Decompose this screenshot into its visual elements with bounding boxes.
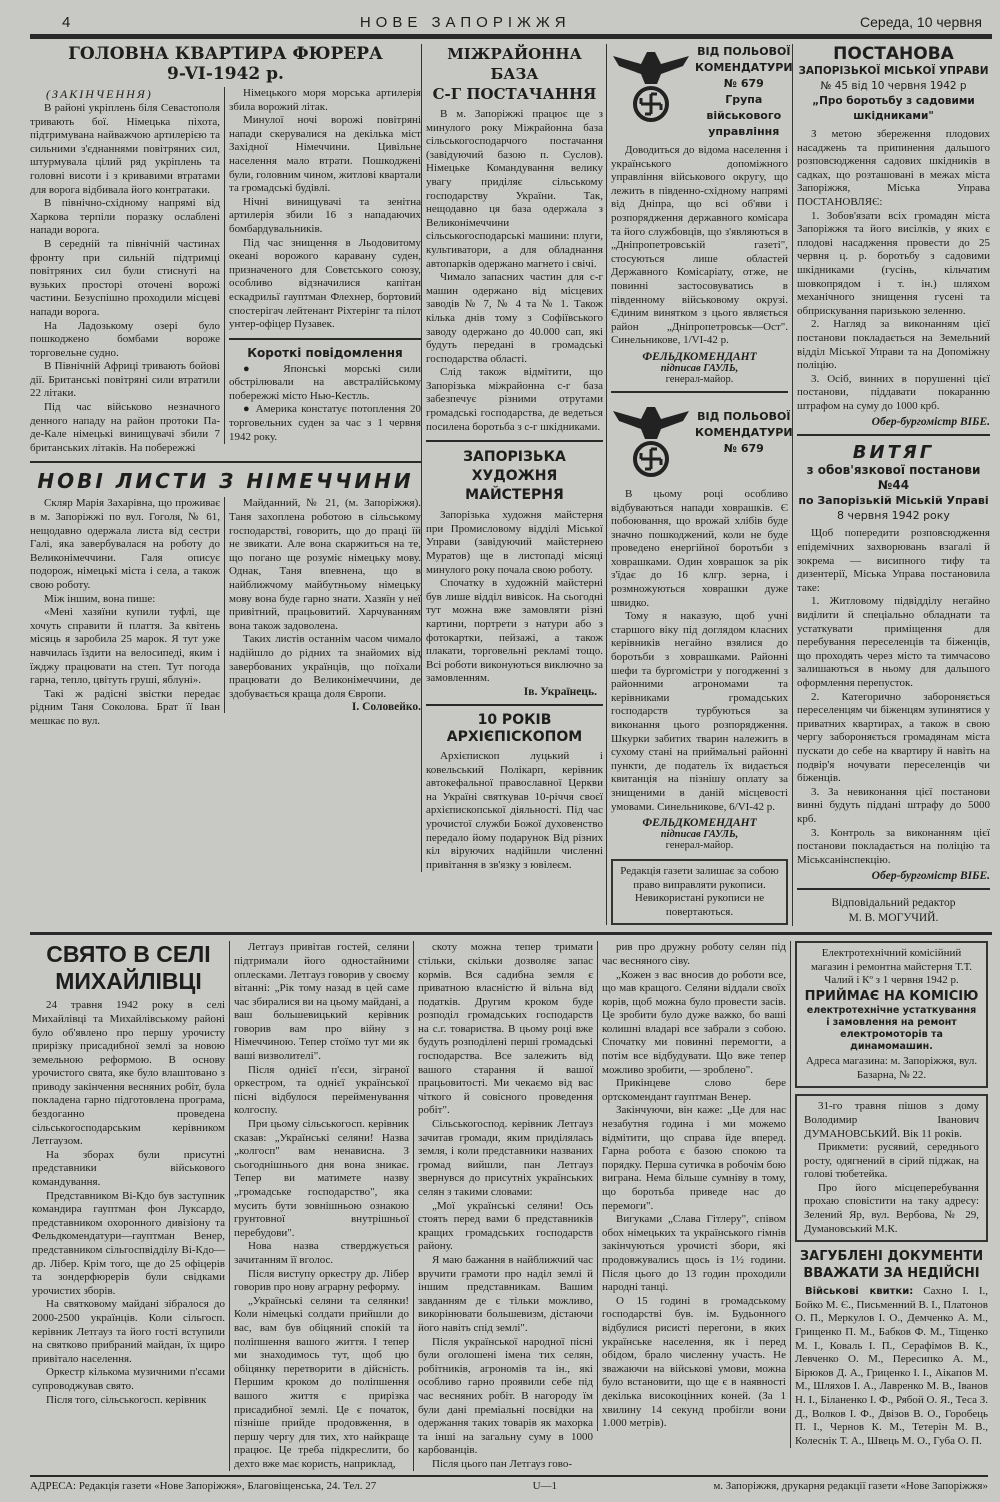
ad-text: електротехнічне устаткування і замовлення на ремонт електромоторів та динамомашин. <box>806 1005 977 1053</box>
article-title <box>426 44 603 104</box>
editor-role: Відповідальний редактор <box>831 897 956 910</box>
headline: ГОЛОВНА КВАРТИРА ФЮРЕРА <box>68 44 383 64</box>
paragraph: 1. Житловому підвідділу негайно виділити й спеціально обладнати та устаткувати приміщення для перебування переселенців та біженців, що проходять через місто та тимчасово залишаються в ньому для дальшого оформлення перепусток. <box>797 595 990 689</box>
article-column <box>413 941 597 1471</box>
article-body <box>426 108 603 434</box>
number: № 679 <box>723 441 764 455</box>
newspaper-title: НОВЕ ЗАПОРІЖЖЯ <box>359 14 571 31</box>
paragraph: Оркестр кількома музичними п'єсами супроводжував свято. <box>32 1366 225 1392</box>
headline: ВВАЖАТИ ЗА НЕДІЙСНІ <box>803 1266 980 1282</box>
article-column <box>229 87 421 332</box>
signature-rank: генерал-майор. <box>665 840 734 852</box>
paragraph: Спочатку в художній майстерні був лише відділ вивісок. На сьогодні тут можна вже замовляти різні картини, портрети з натури або з фотокартки, пейзажі, а також плакати, торговельні рекламі тощо. Всі роботи виконуються виключно за замовленням. <box>426 577 603 685</box>
two-column-area <box>30 87 421 455</box>
paragraph: Німецького моря морська артилерія збила ворожий літак. <box>229 87 421 113</box>
article-title <box>32 941 225 995</box>
divider <box>797 888 990 890</box>
ad-headline: ПРИЙМАЄ НА КОМІСІЮ <box>804 988 979 1004</box>
paragraph: Вигуками „Слава Гітлеру", співом обох німецьких та українського гімнів закінчуються урочисті збори, які продовжувались щось із 1½ години. Після цього до 13 годин проходили народні танці. <box>602 1213 786 1294</box>
short-news-title: Короткі повідомлення <box>247 345 403 360</box>
article-body <box>426 509 603 686</box>
top-section <box>30 44 992 926</box>
print-code: U—1 <box>532 1480 558 1493</box>
resolution-subheading <box>797 64 990 124</box>
paragraph: Представником Ві-Кдо був заступник командира гауптман фон Луксардо, представником охоронного дивізіону та Фельдкомендатури—гауптман Венер, представником сільгоспвідділу Ві-Кдо—др. Лібер. Крім того, ще до 25 офіцерів та зондерфюрерів були свідками урочистих зборів. <box>32 1189 225 1297</box>
notice-header <box>611 399 793 484</box>
notice-body <box>611 488 788 814</box>
divider <box>30 461 421 463</box>
article-column <box>30 497 224 728</box>
paragraph: „Українські селяни та селянки! Коли німецькі солдати прийшли до вас, вам був обіцяний спокій та поліпшення вашого життя. І тепер ми знаходимось тут, щоб цю обіцянку перетворити в дійсність. Першим кроком до поліпшення вашого життя є прирізка присадибної землі. Це є початок, пізніше прийде продовження, в першу чергу для тих, хто найкраще працює. Це треба підкреслити, бо дехто вже має користь, наприклад, <box>234 1294 409 1470</box>
paragraph: ● Америка констатує потоплення 20 торговельних суден за час з 1 червня 1942 року. <box>229 403 421 443</box>
resolution-subject: „Про боротьбу з садовими шкідниками" <box>812 95 975 122</box>
paragraph: 2. Категорично забороняється переселенцям чи біженцям зупинятися у приватних квартирах, а також в свою чергу забороняється громадянам міста пускати до себе на квартиру й навіть на подвір'я ночувати переселенців чи біженців. <box>797 690 990 785</box>
paragraph: Слід також відмітити, що Запорізька міжрайонна с-г база забезпечує різними отрутами громадські господарства, де ведеться посилена боротьба з с-г шкідниками. <box>426 366 603 433</box>
paragraph: Після однієї п'єси, зіграної оркестром, та однієї української пісні відбулося перейменування колгоспу. <box>234 1063 409 1117</box>
article-column <box>30 102 220 455</box>
paragraph: Архієпископ луцький і ковельський Полікарп, керівник автокефальної православної Церкви на Україні святкував 10-річчя своєї архієпископської діяльності. Під час урочистої служби Божої духовенство передало йому подарунок Від різних кіл віруючих надійшли численні привітання в зв'язку з ювілеєм. <box>426 749 603 871</box>
subheading: з обов'язкової постанови №44 <box>806 463 981 493</box>
ad-address: Адреса магазина: м. Запоріжжя, вул. Базарна, № 22. <box>805 1055 978 1081</box>
paragraph: В середній та північній частинах фронту при сильній підтримці повітряних сил були стиснуті на вузьких просторі оточені ворожі частини. Безуспішно проходили місцеві напади ворога. <box>30 237 220 318</box>
paragraph: Таких листів останнім часом чимало надійшло до рідних та знайомих від завербованих українців, що поїхали працювати до Великонімеччини, де здобувається краща доля Європи. <box>229 633 421 700</box>
column-5 <box>792 44 992 926</box>
signature: Обер-бургомістр ВІБЕ. <box>871 870 990 883</box>
paragraph: 2. Нагляд за виконанням цієї постанови покладається на Земельний відділ Міської Управи та на Допоміжну поліцію. <box>797 318 990 372</box>
left-block <box>30 44 421 729</box>
article-title <box>30 44 421 84</box>
paragraph: „Кожен з вас вносив до роботи все, що мав кращого. Селяни віддали своїх корів, щоб можна було провести засів. Це зробити було дуже важко, бо ваші колишні владарі все забрали з собою. Спочатку ми повинні перемогти, а потім все відбудувати. Що вже тепер можливо зробити, — зроблено". <box>602 968 786 1076</box>
article-column <box>229 941 413 1471</box>
paragraph: ● Японські морські сили обстрілювали на австралійському побережжі місто Нью-Кестль. <box>229 362 421 402</box>
divider <box>229 338 421 340</box>
article-body <box>426 750 603 872</box>
paragraph: «Мені хазяїни купили туфлі, ще хочуть справити й плаття. За квітень місяць я заробила 25 марок. Я тут уже навчилась їздити на велосипеді, яким і їжджу працювати на степ. Тут погода гарна, тепло, цвітуть груші, яблуні». <box>30 606 220 687</box>
extract-date: 8 червня 1942 року <box>837 509 950 523</box>
paragraph: 31-го травня пішов з дому Володимир Іванович ДУМАНОВСЬКИЙ. Вік 11 років. <box>804 1100 979 1140</box>
paragraph: В м. Запоріжжі працює ще з минулого року Міжрайонна база сільськогосподарчого постачання (завідуючий базою п. Суслов). Німецьке Командування велику увагу приділяє сільському господарству України. Так, нещодавно ця база одержала з Великонімеччини сільськогосподарські машини: плуги, культиватори, а для обладнання автопарків одержано магнето і свічі. <box>426 108 603 270</box>
paragraph: В цьому році особливо відбуваються напади ховрашків. Є побоювання, що врожай хлібів буде значно пошкоджений, коли не буде проведено енергійної боротьби з ховрашками. Один ховрашок за рік з'їдає до 16 клгр. зерна, і розмножуються ховрашки дуже швидко. <box>611 487 788 609</box>
signature-name: підписав ГАУЛЬ, <box>660 829 739 841</box>
headline: ЗАГУБЛЕНІ ДОКУМЕНТИ <box>799 1249 984 1265</box>
paragraph: Прикінцеве слово бере ортскомендант гауптман Венер. <box>602 1077 786 1103</box>
signature <box>611 817 788 851</box>
paragraph: Скляр Марія Захарівна, що проживає в м. Запоріжжі по вул. Гоголя, № 61, нещодавно одержала листа від сестри Галі, яка завербувалася на роботу до Великонімеччини. Галя описує подорож, німецькі міста і села, а також свою роботу. <box>30 497 220 591</box>
paragraph: В районі укріплень біля Севастополя тривають бої. Німецька піхота, підтримувана найважчою артилерією та сильними з'єднаннями повітряних сил, штурмувала цілий ряд укріплень та головні висоти і з кривавими втратами для ворога відбивала його контратаки. <box>30 102 220 196</box>
paragraph: Нічні винищувачі та зенітна артилерія збили 16 з нападаючих бомбардувальників. <box>229 195 421 235</box>
paragraph: Нова назва стверджується зачитанням її вголос. <box>234 1240 409 1266</box>
editorial-note: Редакція газети залишає за собою право виправляти рукописи. Невикористані рукописи не повертаються. <box>611 859 788 925</box>
notice-heading <box>695 44 793 140</box>
notice-header <box>611 44 793 140</box>
paragraph: Щоб попередити розповсюдження епідемічних захворювань взагалі й зокрема — висипного тифу та дизентерії, Міська Управа постановила таке: <box>797 527 990 594</box>
paragraph: Чимало запасних частин для с-г машин одержано від місцевих заводів № 7, № 4 та № 1. Також кілька днів тому з Софіївського заводу одержано до 40.000 сап, які будуть передані в громадські господарства області. <box>426 271 603 365</box>
paragraph: 24 травня 1942 року в селі Михайлівці та Михайлівському районі було об'явлено про першу урочисту прирізку присадибної землі за новою земельною реформою. В основу урочистого свята, яке було влаштовано з приводу закінчення весняних робіт, була покладена гарно підготовлена програма, бездоганно проведена сільськогосподарським керівником Летгаузом. <box>32 999 225 1148</box>
paragraph: Я маю бажання в найближчий час вручити грамоти про наділ землі й іншим представникам. Вашим завданням де є тільки можливо, викорінювати большевизм, дістаючи його навіть спід землі". <box>418 1253 593 1334</box>
paragraph: Запорізька художня майстерня при Промисловому відділі Міської Управи (завідуючий майстернею Муратов) ще в листопаді місяці минулого року почала свою роботу. <box>426 509 603 576</box>
paragraph: При цьому сільськогосп. керівник сказав: „Українські селяни! Назва „колгосп" вам ненависна. З сьогоднішнього дня вона зникає. Тепер ви матимете назву „громадське господарство", яка мусить бути зовнішньою ознакою грунтовної внутрішньої перебудови". <box>234 1118 409 1239</box>
signature-name: підписав ГАУЛЬ, <box>660 362 739 374</box>
issuer: ЗАПОРІЗЬКОЇ МІСЬКОЇ УПРАВИ <box>798 65 989 77</box>
paragraph: Тому я наказую, щоб учні старшого віку під доглядом класних керівників негайно взялися до боротьби з ховрашками. Районні шефи та бургомістри у погодженні з районними агрономами та керівниками громадських господарств турбуються за виконання цього розпорядження. Шкурки забитих тварин належить в сухому стані на приймальні районні пункти, де податель їх видається квитанція на пізнішу оплату за знищеними в даній місцевості умовами. Синельникове, 6/VI-42 р. <box>611 610 788 813</box>
editor-credit <box>797 896 990 926</box>
paragraph: Після цього пан Летгауз гово- <box>432 1457 573 1470</box>
paragraph: Сільськогоспод. керівник Летгауз зачитав громади, яким приділялась земля, і коли представники названих громад вийшли, пан Летгауз звернувся до присутніх українських селян з такими словами: <box>418 1118 593 1198</box>
paragraph: рив про дружну роботу селян під час весняного сіву. <box>602 941 786 967</box>
paragraph: Під час знищення в Льодовитому океані ворожого каравану суден, призначеного для Совєтського союзу, особливо відзначилися капітан ескадрильї гауптман Флехнер, бортовий спостерігач лейтенант Ріхтерінг та пілот унтер-офіцер Пузавек. <box>229 236 421 331</box>
headline: ПОСТАНОВА <box>833 44 954 64</box>
number: № 679 <box>723 77 764 90</box>
divider <box>611 391 788 393</box>
eagle-emblem-icon <box>611 44 691 129</box>
signature-title: ФЕЛЬДКОМЕНДАНТ <box>642 817 757 830</box>
headline: ЗАПОРІЗЬКА ХУДОЖНЯ МАЙСТЕРНЯ <box>463 449 566 504</box>
headline: 10 РОКІВ <box>477 711 552 728</box>
printer-info: м. Запоріжжя, друкарня редакції газети «Нове Запоріжжя» <box>713 1480 988 1493</box>
editorial-address: АДРЕСА: Редакція газети «Нове Запоріжжя», Благовіщенська, 24. Тел. 27 <box>30 1480 377 1493</box>
subheading: Група військового управління <box>706 93 782 138</box>
subheading: по Запорізькій Міській Управі <box>798 494 989 508</box>
extract-subheading <box>797 463 990 523</box>
continuation-note: (ЗАКІНЧЕННЯ) <box>46 87 153 101</box>
divider <box>426 704 603 706</box>
headline: НОВІ ЛИСТИ З НІМЕЧЧИНИ <box>37 469 414 494</box>
divider <box>426 440 603 442</box>
article-column <box>229 497 421 701</box>
headline: МІЖРАЙОННА БАЗА <box>447 45 582 83</box>
headline: С-Г ПОСТАЧАННЯ <box>432 85 597 103</box>
article-column-wrap <box>224 87 421 444</box>
list-label: Військові квитки: <box>805 1286 914 1298</box>
article-title <box>426 712 603 746</box>
paragraph: Минулої ночі ворожі повітряні напади скерувалися на декілька міст Західної Німеччини. Цивільне населення мало втрати. Пошкоджені були, головним чином, житлові квартали та громадські будівлі. <box>229 114 421 195</box>
heading: ВІД ПОЛЬОВОЇ КОМЕНДАТУРИ <box>695 409 793 439</box>
right-column <box>790 941 992 1448</box>
author: І. Соловейко. <box>351 701 421 714</box>
resolution-body <box>797 128 990 413</box>
extract-body <box>797 527 990 867</box>
paragraph: З метою збереження плодових насаджень та припинення дальшого розповсюдження садових шкідників в садках, що розташовані в межах міста Запоріжжя, Міська Управа ПОСТАНОВЛЯЄ: <box>797 128 990 208</box>
notice-body <box>611 144 788 348</box>
signature <box>611 351 788 385</box>
bottom-section <box>30 941 992 1471</box>
column-3 <box>421 44 606 872</box>
paragraph: Про його місцеперебування прохаю сповістити на таку адресу: Зелений Яр, вул. Вербова, № 29, Думановський М.К. <box>804 1181 979 1235</box>
signature: Обер-бургомістр ВІБЕ. <box>871 416 990 429</box>
headline: АРХІЄПІСКОПОМ <box>446 728 583 745</box>
paragraph: Доводиться до відома населення і українського допоміжного управління військового округу, що лежить в південно-східному напрямі від Дніпра, що всі об'яви і розпорядження державного комісара та його службовців, що з'являються в „Дніпропетровській газеті", стосуються лише областей Державного Комісаріату, отже, не повинні застосовуватись в південному військовому окрузі. Єдиним винятком з цього являється район „Дніпропетровськ—Ост". Синельникове, 1/VI-42 р. <box>611 144 788 347</box>
paragraph: Закінчуючи, він каже: „Це для нас незабутня година і ми можемо відмітити, що справа йде вперед. Гарна робота є базою спокою та порядку. Перша сутичка в робочім бою виграна. Нема більше сумніву в тому, що боротьба приведе нас до перемоги". <box>602 1104 786 1212</box>
divider <box>797 434 990 436</box>
two-column-area <box>30 497 421 728</box>
divider <box>30 932 992 935</box>
eagle-emblem-icon <box>611 399 691 484</box>
lost-documents-title <box>795 1248 988 1282</box>
article-column <box>32 999 225 1407</box>
masthead <box>30 14 992 31</box>
paragraph: Після того, сільськогосп. керівник <box>46 1393 207 1406</box>
headline-date: 9-VI-1942 р. <box>167 64 284 84</box>
paragraph: Під час військово незначного денного нападу на район протоки Па-де-Кале німецькі винищувачі збили 7 британських літаків. На побережжі <box>30 401 220 454</box>
paragraph: Прикмети: русявий, середнього росту, одягнений в сірий піджак, на голові тюбетейка. <box>804 1141 979 1181</box>
electro-shop-ad <box>795 941 988 1088</box>
masthead-rule <box>30 34 992 39</box>
paragraph: Летгауз привітав гостей, селяни підтримали його одностайними оплесками. Летгауз говорив у своєму вітанні: „Рік тому назад в цей саме час збиралися ви на цьому майдані, а ваш большевицький керівник говорив вам про війну з Німеччиною. Тепер стоїмо тут ми як ваші визволителі". <box>234 941 409 1063</box>
editor-name: М. В. МОГУЧИЙ. <box>848 912 939 925</box>
headline: ВИТЯГ <box>852 442 935 464</box>
paragraph: На святковому майдані зібралося до 2000-2500 українців. Коли сільгосп. керівник Летгауз та його гості вступили на святково прибраний майдан, їх щиро привітало населення. <box>32 1298 225 1365</box>
paragraph: 3. Осіб, винних в порушенні цієї постанови, піддавати покаранню штрафом на суму до 1000 крб. <box>797 372 990 412</box>
paragraph: 3. Контроль за виконанням цієї постанови покладається на поліцію та Міськсанінспекцію. <box>797 826 990 866</box>
paragraph: 1. Зобов'язати всіх громадян міста Запоріжжя та його висілків, у яких є плодові насадження провести до 25 червня ц. р. боротьбу з садовими шкідниками (гусінь, кільчатим шовкопрядом і т. ін.) шляхом механічного знищення гусені та обприскування паризькою зеленню. <box>797 209 990 317</box>
paragraph: Майданний, № 21, (м. Запоріжжя). Таня захоплена роботою в сільському господарстві, говорить, що до праці їй не звикати. Але вона скаржиться на те, що погано ще розуміє німецьку мову. Однак, Таня впевнена, що в найближчому майбутньому німецьку мову вона буде гарно знати. Хазяїн у неї привітний, працьовитий. Харчуванням вона також задоволена. <box>229 497 421 632</box>
column-4 <box>606 44 792 925</box>
signature-rank: генерал-майор. <box>665 373 734 385</box>
paragraph: скоту можна тепер тримати стільки, скільки дозволяє запас кормів. Вся садибна земля є приватною власністю й вільна від податків. Другим кроком буде розподіл громадських господарств на с.г. товариства. В цьому році вже будуть розподілені перші громадські господарства. Все залежить від вашого старання й вашої працьовитості. Ми чекаємо від вас чіткого й совісного проведення робіт". <box>418 941 593 1117</box>
names-list: Сахно І. І., Бойко М. Є., Письменний В. І., Платонов О. П., Меркулов І. О., Демченко А. М., Грищенко П. М., Бабков Ф. М., Тіщенко М. І., Коваль І. П., Серафімов В. К., Левченко О. М., Пересипко А. М., Бірюков Д. А., Гриценко І. І., Аікапов М. М., Шляхов І. А., Лавренко М. В., Іванов Н. І., Біланенко І. Ф., Рябой О. Я., Теса З. Д., Волков І. Ф., Двізов В. О., Горобець П. І., Чернов К. М., Тетерін М. В., Колеснік Т. А., Швець М. О., Губа О. П. <box>795 1285 989 1447</box>
paragraph: На зборах були присутні представники військового командування. <box>32 1148 225 1189</box>
short-news-list <box>229 363 421 445</box>
headline: СВЯТО В СЕЛІ <box>46 941 211 968</box>
ad-text: Електротехнічний комісійний магазин і ремонтна майстерня Т.Т. Чалий і Кº з 1 червня 1942 р. <box>810 947 973 987</box>
headline: МИХАЙЛІВЦІ <box>55 968 202 995</box>
footer <box>30 1475 988 1492</box>
page-number: 4 <box>62 14 71 31</box>
paragraph: На Ладозькому озері було пошкоджено бомбами вороже торговельне судно. <box>30 319 220 359</box>
paragraph: О 15 годині в громадському господарстві був. ім. Будьонного відбулися рисисті перегони, в яких українське населення, як і перед обідом, брало численну участь. Не зважаючи на військові умови, можна було встановити, що ще є в наявності декілька високоцінних коней. (За 1 хвилину 14 секунд пробігли вони 1.000 метрів). <box>602 1294 786 1430</box>
paragraph: Після української народної пісні були оголошені імена тих селян, робітників, агрономів та ін., які особливо гарно проявили себе під час весняних робіт. В нагороду їм були дані преміальні посвідки на одержання таких товарів як махорка та інші на загальну суму в 1000 карбованців. <box>418 1335 593 1457</box>
paragraph: 3. За невиконання цієї постанови винні будуть піддані штрафу до 5000 крб. <box>797 785 990 825</box>
article-column-wrap <box>224 497 421 713</box>
article-column-wrap <box>30 87 224 455</box>
lost-documents-list <box>795 1285 988 1448</box>
notice-heading <box>695 399 793 457</box>
article-column-wrap <box>30 941 229 1407</box>
missing-person-notice <box>795 1094 988 1242</box>
paragraph: Між іншим, вона пише: <box>44 592 156 605</box>
paragraph: Такі ж радісні звістки передає рідним Таня Соколова. Брат її Іван мешкає по вул. <box>30 687 220 727</box>
article-column <box>597 941 790 1430</box>
paragraph: В Північній Африці тривають бойові дії. Британські повітряні сили втратили 22 літаки. <box>30 360 220 400</box>
resolution-number: № 45 від 10 червня 1942 р <box>820 80 967 92</box>
signature-title: ФЕЛЬДКОМЕНДАНТ <box>642 350 757 363</box>
paragraph: В північно-східному напрямі від Харкова терпіли поразку ослаблені напади ворога. <box>30 197 220 237</box>
heading: ВІД ПОЛЬОВОЇ КОМЕНДАТУРИ <box>695 45 793 74</box>
issue-date: Середа, 10 червня <box>860 14 982 30</box>
author: Ів. Українець. <box>523 685 597 698</box>
paragraph: Після виступу оркестру др. Лібер говорив про нову аграрну реформу. <box>234 1267 409 1294</box>
paragraph: „Мої українські селяни! Ось стоять перед вами 6 представників кращих громадських господарств району. <box>418 1199 593 1253</box>
